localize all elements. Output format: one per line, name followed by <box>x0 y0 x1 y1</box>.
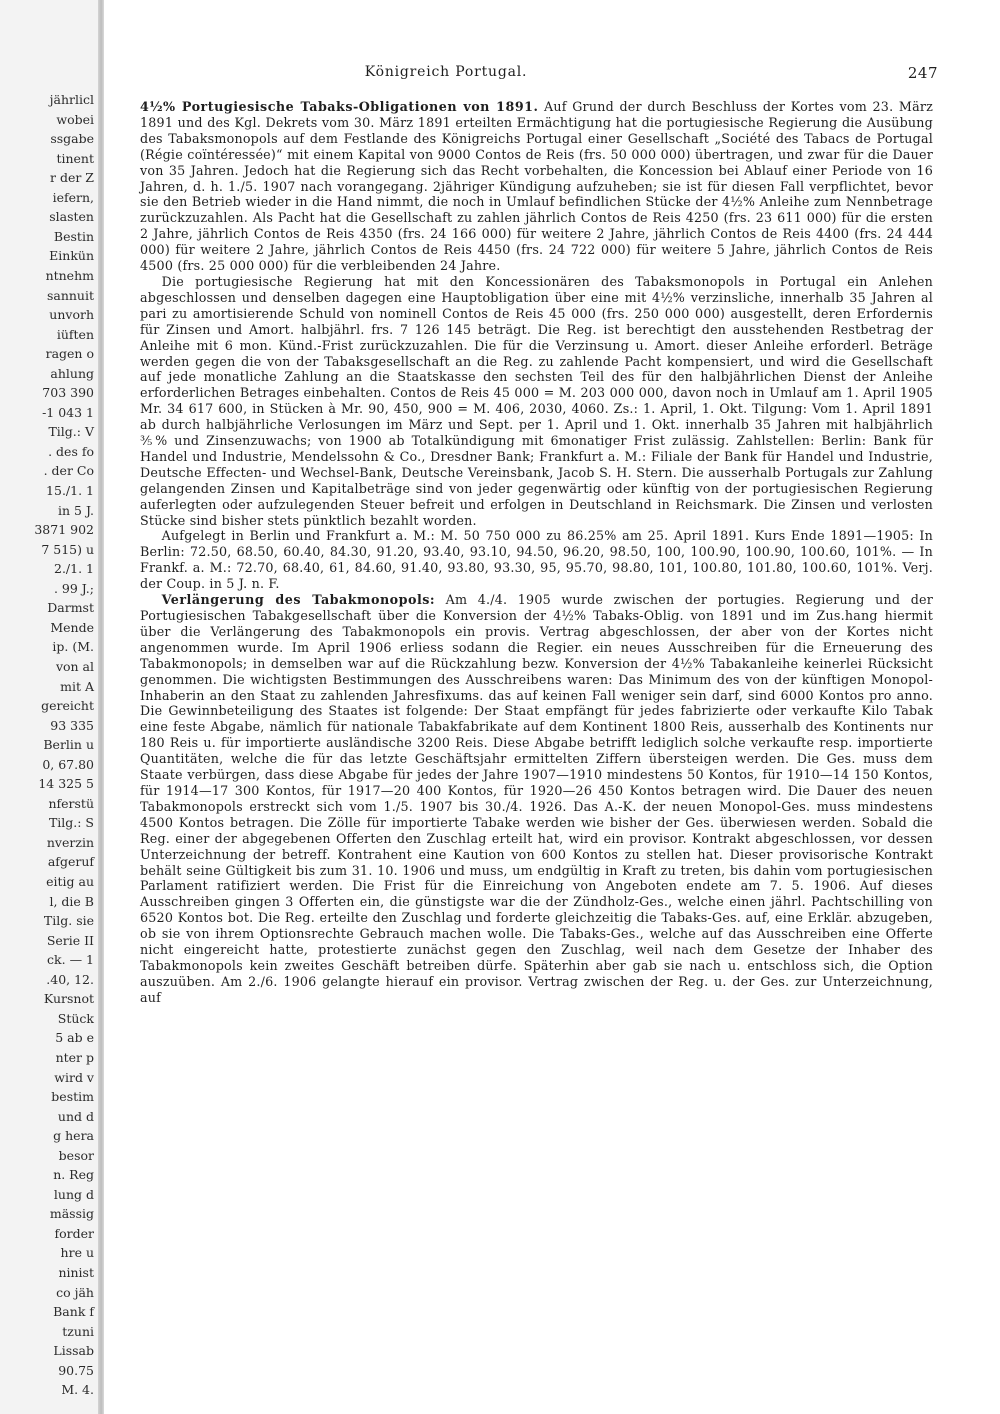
book-gutter <box>98 0 104 1414</box>
previous-page-fragment: mässig <box>49 1206 94 1222</box>
article-heading: 4½% Portugiesische Tabaks-Obligationen von 1891. <box>140 99 539 114</box>
paragraph-3: Aufgelegt in Berlin und Frankfurt a. M.: M. 50 750 000 zu 86.25% am 25. April 1891. Kurs Ende 1891—1905: In Berlin: 72.50, 68.50, 60.40, 84.30, 91.20, 93.40, 93.10, 94.50, 96.20, 98.50, 100, 100.90, 100.90, 100.60, 101%. — In Frankf. a. M.: 72.70, 68.40, 61, 84.60, 91.40, 93.80, 93.30, 95, 95.70, 98.80, 101, 100.80, 101.80, 100.60, 101%. Verj. der Coup. in 5 J. n. F. <box>140 528 933 592</box>
previous-page-fragment: r der Z <box>50 170 94 186</box>
previous-page-fragment: Mende <box>50 619 94 635</box>
previous-page-fragment: tzuni <box>62 1323 94 1339</box>
previous-page-fragment: ahlung <box>50 365 94 381</box>
section-heading-monopoly: Verlängerung des Tabakmonopols: <box>161 592 436 608</box>
previous-page-fragment: co jäh <box>56 1284 94 1300</box>
previous-page-fragment: Tilg.: V <box>48 424 94 440</box>
previous-page-fragment: ninist <box>58 1265 94 1280</box>
previous-page-fragment: iüften <box>56 326 94 342</box>
previous-page-fragment: Berlin u <box>43 737 94 753</box>
previous-page-fragment: 2./1. 1 <box>54 561 94 577</box>
previous-page-fragment: n. Reg <box>53 1167 94 1183</box>
page-number: 247 <box>907 64 938 82</box>
previous-page-fragment: 93 335 <box>50 717 94 733</box>
previous-page-fragment: 3871 902 <box>34 522 94 538</box>
previous-page-fragment: tinent <box>56 150 94 166</box>
previous-page-fragment: Einkün <box>49 248 94 264</box>
previous-page-fragment: hre u <box>60 1245 94 1261</box>
previous-page-fragment: nferstü <box>48 795 94 811</box>
previous-page-fragment: unvorh <box>49 307 94 323</box>
previous-page-fragment: in 5 J. <box>58 502 94 518</box>
previous-page-fragment: Kursnot <box>43 991 94 1007</box>
previous-page-fragment: jährlicl <box>49 92 94 107</box>
previous-page-fragment: nter p <box>55 1049 94 1065</box>
previous-page-fragment: Tilg.: S <box>48 815 94 831</box>
previous-page-fragment: -1 043 1 <box>42 404 94 420</box>
paragraph-1-text: Auf Grund der durch Beschluss der Kortes vom 23. März 1891 und des Kgl. Dekrets vom 30. März 1891 erteilten Ermächtigung hat die portugiesische Regierung die Ausübung des Tabaksmonopols auf dem Festlande des Königreichs Portugal einer Gesellschaft „Société des Tabacs de Portugal (Régie coïntéressée)“ mit einem Kapital von 9000 Contos de Reis (frs. 50 000 000) übertragen, und zwar für die Dauer von 35 Jahren. Jedoch hat die Regierung sich das Recht vorbehalten, die Koncession bei Ablauf einer Periode von 16 Jahren, d. h. 1./5. 1907 nach vorangegang. 2jähriger Kündigung aufzuheben; sie ist für diesen Fall verpflichtet, bevor sie den Betrieb wieder in die Hand nimmt, die noch in Umlauf befindlichen Stücke der 4½% Anleihe zum Nennbetrage zurückzuzahlen. Als Pacht hat die Gesellschaft zu zahlen jährlich Contos de Reis 4250 (frs. 23 611 000) für die ersten 2 Jahre, jährlich Contos de Reis 4350 (frs. 24 166 000) für weitere 2 Jahre, jährlich Contos de Reis 4400 (frs. 24 444 000) für weitere 2 Jahre, jährlich Contos de Reis 4450 (frs. 24 722 000) für weitere 5 Jahre, jährlich Contos de Reis 4500 (frs. 25 000 000) für die verbleibenden 24 Jahre. <box>140 99 934 274</box>
running-title: Königreich Portugal. <box>364 64 528 80</box>
previous-page-fragment: besor <box>58 1147 94 1163</box>
previous-page-fragment: Serie II <box>46 932 94 948</box>
previous-page-fragment: 0, 67.80 <box>42 756 94 772</box>
previous-page-fragment: 14 325 5 <box>38 776 94 792</box>
previous-page-fragment: slasten <box>49 209 94 225</box>
previous-page-fragment: 703 390 <box>42 385 94 401</box>
previous-page-fragment: ip. (M. <box>52 639 94 655</box>
previous-page-fragment: . der Co <box>43 463 94 479</box>
previous-page-fragment: 7 515) u <box>41 541 94 557</box>
previous-page-fragment: wobei <box>56 111 94 127</box>
previous-page-fragment: .40, 12. <box>46 971 94 987</box>
previous-page-fragment: 5 ab e <box>55 1030 94 1046</box>
paragraph-2: Die portugiesische Regierung hat mit den Koncessionären des Tabaksmonopols in Portugal ein Anlehen abgeschlossen und denselben dagegen eine Hauptobligation über eine mit 4½% verzinsliche, innerhalb 35 Jahren al pari zu amortisierende Schuld von nominell Contos de Reis 45 000 (frs. 250 000 000) ausgestellt, deren Erfordernis für Zinsen und Amort. halbjährl. frs. 7 126 145 beträgt. Die Reg. ist berechtigt den ausstehenden Restbetrag der Anleihe mit 6 mon. Künd.-Frist zurückzuzahlen. Die für die Verzinsung u. Amort. dieser Anleihe erforderl. Beträge werden gegen die von der Tabaksgesellschaft an die Reg. zu zahlende Pacht kompensiert, und wird die Gesellschaft auf jede monatliche Zahlung an die Staatskasse den sechsten Teil des für den halbjährlichen Dienst der Anleihe erforderlichen Betrages einbehalten. Contos de Reis 45 000 = M. 203 000 000, davon noch in Umlauf am 1. April 1905 Mr. 34 617 600, in Stücken à Mr. 90, 450, 900 = M. 406, 2030, 4060. Zs.: 1. April, 1. Okt. Tilgung: Vom 1. April 1891 ab durch halbjährliche Verlosungen im März und Sept. per 1. April und 1. Okt. innerhalb 35 Jahren mit halbjährlich ⅗% und Zinsenzuwachs; von 1900 ab Totalkündigung mit 6monatiger Frist zulässig. Zahlstellen: Berlin: Bank für Handel und Industrie, Mendelssohn & Co., Dresdner Bank; Frankfurt a. M.: Filiale der Bank für Handel und Industrie, Deutsche Effecten- und Wechsel-Bank, Deutsche Vereinsbank, Jacob S. H. Stern. Die ausserhalb Portugals zur Zahlung gelangenden Zinsen und Kapitalbeträge sind von jeder gegenwärtig oder künftig von der portugiesischen Regierung auferlegten oder aufzulegenden Steuer befreit und erfolgen in Deutschland in Reichsmark. Die Zinsen und verlosten Stücke sind bisher stets pünktlich bezahlt worden. <box>140 273 933 528</box>
previous-page-fragment: sannuit <box>46 287 94 303</box>
previous-page-fragment: M. 4. <box>61 1382 94 1398</box>
previous-page-fragment: wird v <box>54 1069 94 1085</box>
previous-page-fragment: Tilg. sie <box>43 913 94 929</box>
previous-page-fragment: l, die B <box>49 893 94 909</box>
previous-page-fragment: ck. — 1 <box>47 952 94 968</box>
previous-page-fragment: afgeruf <box>47 854 94 870</box>
previous-page-fragment: g hera <box>53 1128 94 1144</box>
page-header <box>106 64 1000 84</box>
previous-page-fragment: 15./1. 1 <box>46 483 94 498</box>
previous-page-fragment: ntnehm <box>45 267 94 283</box>
previous-page-fragment: von al <box>55 658 94 674</box>
paragraph-4-text: Am 4./4. 1905 wurde zwischen der portugies. Regierung und der Portugiesischen Tabakgesellschaft über die Konversion der 4½% Tabaks-Oblig. von 1891 und im Zus.hang hiermit über die Verlängerung des Tabakmonopols ein provis. Vertrag abgeschlossen, der aber von der Kortes nicht angenommen wurde. Im April 1906 erliess sodann die Regier. ein neues Ausschreiben für die Erneuerung des Tabakmonopols; in demselben war auf die Rückzahlung bezw. Konversion der 4½% Tabakanleihe keinerlei Rücksicht genommen. Die wichtigsten Bestimmungen des Ausschreibens waren: Das Minimum des von der künftigen Monopol-Inhaberin an den Staat zu zahlenden Jahresfixums. das auf keinen Fall weniger sein darf, sind 6000 Kontos pro anno. Die Gewinnbeteiligung des Staates ist folgende: Der Staat empfängt für jedes fabrizierte oder verkaufte Kilo Tabak eine feste Abgabe, nämlich für nationale Tabakfabrikate auf dem Kontinent 1800 Reis, ausserhalb des Kontinents nur 180 Reis u. für importierte ausländische 3200 Reis. Diese Abgabe betrifft lediglich solche verkaufte resp. importierte Quantitäten, welche die für das letzte Geschäftsjahr ermittelten Ziffern übersteigen werden. Die Ges. muss dem Staate verbürgen, dass diese Abgabe für jedes der Jahre 1907—1910 mindestens 50 Kontos, für 1910—14 150 Kontos, für 1914—17 300 Kontos, für 1917—20 400 Kontos, für 1920—26 450 Kontos betragen wird. Die Dauer des neuen Tabakmonopols erstreckt sich vom 1./5. 1907 bis 30./4. 1926. Das A.-K. der neuen Monopol-Ges. muss mindestens 4500 Kontos betragen. Die Zölle für importierte Tabake werden wie bisher der Ges. überwiesen werden. Sobald die Reg. einer der abgegebenen Offerten den Zuschlag erteilt hat, wird ein provisor. Kontrakt abgeschlossen, vor dessen Unterzeichnung der betreff. Kontrahent eine Kaution von 600 Kontos zu stellen hat. Dieser provisorische Kontrakt behält seine Gültigkeit bis zum 31. 10. 1906 und muss, um endgültig in Kraft zu treten, bis dahin vom portugiesischen Parlament ratifiziert werden. Die Frist für die Einreichung von Angeboten endete am 7. 5. 1906. Auf dieses Ausschreiben gingen 3 Offerten ein, die günstigste war die der Zündholz-Ges., welche einen jährl. Pachtschilling von 6520 Kontos bot. Die Reg. erteilte den Zuschlag und forderte gleichzeitig die Tabaks-Ges. auf, eine Erklär. abzugeben, ob sie von ihrem Optionsrechte Gebrauch machen wolle. Die Tabaks-Ges., welche auf das Ausschreiben eine Offerte nicht eingereicht hatte, protestierte zunächst gegen den Zuschlag, weil nach dem Gesetze der Inhaber des Tabakmonopols kein zweites Geschäft betreiben dürfe. Späterhin aber gab sie nach u. entschloss sich, die Option auszuüben. Am 2./6. 1906 gelangte hierauf ein provisor. Vertrag zwischen der Reg. u. der Ges. zur Unterzeichnung, auf <box>140 592 934 1005</box>
article-body <box>140 99 933 1006</box>
previous-page-fragment: und d <box>57 1108 94 1124</box>
previous-page-fragment: iefern, <box>52 189 94 205</box>
previous-page-fragment: Bestin <box>53 228 94 244</box>
previous-page-fragment: Lissab <box>53 1343 94 1359</box>
previous-page-fragment: . 99 J.; <box>53 580 94 596</box>
previous-page-fragment: . des fo <box>48 443 94 459</box>
previous-page-fragment: Stück <box>57 1010 94 1026</box>
previous-page-fragment: bestim <box>51 1089 94 1105</box>
previous-page-fragment: eitig au <box>46 874 94 889</box>
previous-page-fragment: mit A <box>60 678 94 694</box>
previous-page-fragment: nverzin <box>46 834 94 850</box>
previous-page-fragment: Bank f <box>53 1304 94 1320</box>
previous-page-fragment: gereicht <box>41 698 94 714</box>
previous-page-fragment: forder <box>54 1225 94 1241</box>
previous-page-fragment: ssgabe <box>50 131 94 147</box>
previous-page-fragment: 90.75 <box>58 1362 94 1378</box>
paragraph-4 <box>140 592 933 1006</box>
paragraph-1 <box>140 99 933 274</box>
previous-page-fragment: ragen o <box>45 346 94 362</box>
previous-page-edge <box>0 0 104 1414</box>
previous-page-fragment: Darmst <box>47 600 94 616</box>
page <box>106 0 1000 1414</box>
previous-page-fragment: lung d <box>53 1186 94 1202</box>
